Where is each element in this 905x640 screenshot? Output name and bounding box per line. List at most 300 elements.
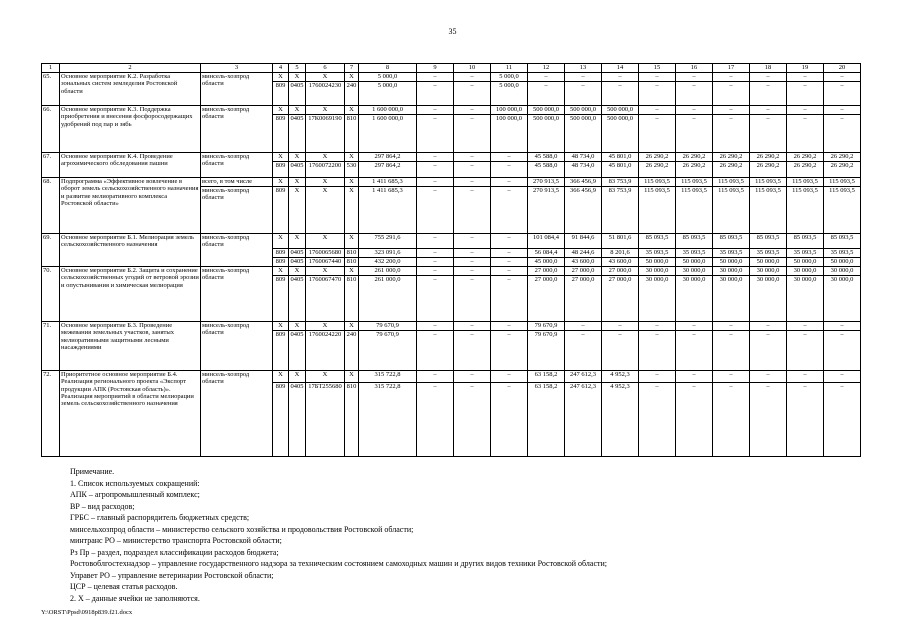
table-row (42, 153, 861, 162)
amount-cell: – (639, 106, 676, 115)
amount-cell: 43 600,0 (602, 258, 639, 267)
code-cell: 1760024230 (306, 82, 345, 106)
amount-cell: – (676, 383, 713, 457)
amount-cell: – (787, 115, 824, 153)
amount-cell: 115 093,5 (750, 187, 787, 234)
amount-cell: 85 093,5 (787, 234, 824, 249)
amount-cell: – (491, 331, 528, 371)
amount-cell: 48 734,0 (565, 162, 602, 178)
amount-cell: 85 093,5 (713, 234, 750, 249)
table-row (42, 234, 861, 249)
amount-cell: – (787, 82, 824, 106)
code-cell: 809 (273, 383, 289, 457)
amount-cell: 83 753,9 (602, 187, 639, 234)
amount-cell: 261 000,0 (359, 267, 417, 276)
amount-cell: 101 084,4 (528, 234, 565, 249)
amount-cell: – (602, 73, 639, 82)
amount-cell: – (454, 73, 491, 82)
code-cell: 809 (273, 187, 289, 234)
amount-cell: – (417, 331, 454, 371)
amount-cell: – (454, 106, 491, 115)
code-cell: 810 (345, 276, 359, 322)
code-cell: 809 (273, 162, 289, 178)
measure-name: Основное мероприятие К.4. Проведение агрохимического обследования пашни (60, 153, 201, 178)
code-cell: X (345, 153, 359, 162)
note-line: АПК – агропромышленный комплекс; (70, 490, 200, 500)
column-number: 7 (345, 64, 359, 73)
code-cell: X (345, 73, 359, 82)
measure-name: Основное мероприятие Б.3. Проведение межевания земельных участков, занятых мелиоративными защитными лесными насаждениями (60, 322, 201, 371)
amount-cell: 30 000,0 (787, 276, 824, 322)
amount-cell: – (454, 234, 491, 249)
amount-cell: 755 291,6 (359, 234, 417, 249)
amount-cell: – (417, 82, 454, 106)
code-cell: 0405 (289, 82, 306, 106)
measure-name: Подпрограмма «Эффективное вовлечение в оборот земель сельскохозяйственного назначения и развитие мелиоративного комплекса Ростовской области» (60, 178, 201, 234)
amount-cell: 100 000,0 (491, 106, 528, 115)
amount-cell: 30 000,0 (824, 276, 861, 322)
code-cell: 809 (273, 249, 289, 258)
amount-cell: – (417, 371, 454, 383)
code-cell: 0405 (289, 276, 306, 322)
measure-name: Основное мероприятие К.2. Разработка зональных систем земледелия Ростовской области (60, 73, 201, 106)
amount-cell: – (639, 322, 676, 331)
code-cell: X (345, 267, 359, 276)
responsible-executor: минсель-хозпрод области (201, 322, 273, 371)
column-number: 13 (565, 64, 602, 73)
amount-cell: – (454, 322, 491, 331)
code-cell: 809 (273, 82, 289, 106)
code-cell: 809 (273, 258, 289, 267)
amount-cell: – (417, 178, 454, 187)
amount-cell: – (787, 371, 824, 383)
code-cell: X (273, 178, 289, 187)
amount-cell: 79 670,9 (528, 331, 565, 371)
code-cell: X (345, 178, 359, 187)
code-cell: 17БТ255680 (306, 383, 345, 457)
code-cell: X (273, 106, 289, 115)
column-number: 8 (359, 64, 417, 73)
amount-cell: – (639, 82, 676, 106)
amount-cell: 115 093,5 (750, 178, 787, 187)
amount-cell: 26 290,2 (639, 153, 676, 162)
note-line: 1. Список используемых сокращений: (70, 478, 200, 488)
amount-cell: 51 801,6 (602, 234, 639, 249)
column-number: 3 (201, 64, 273, 73)
amount-cell: – (454, 162, 491, 178)
column-number: 15 (639, 64, 676, 73)
amount-cell: – (417, 322, 454, 331)
amount-cell: 100 000,0 (491, 115, 528, 153)
note-line: ВР – вид расходов; (70, 501, 135, 511)
amount-cell: 79 670,9 (528, 322, 565, 331)
code-cell: 1760072200 (306, 162, 345, 178)
amount-cell: – (787, 383, 824, 457)
code-cell: 240 (345, 82, 359, 106)
amount-cell: 270 913,5 (528, 187, 565, 234)
amount-cell: – (824, 322, 861, 331)
amount-cell: 4 952,3 (602, 371, 639, 383)
amount-cell: – (454, 82, 491, 106)
amount-cell: 85 093,5 (639, 234, 676, 249)
amount-cell: 26 290,2 (713, 153, 750, 162)
amount-cell: – (713, 322, 750, 331)
amount-cell: 35 093,5 (750, 249, 787, 258)
amount-cell: 27 000,0 (602, 276, 639, 322)
amount-cell: – (713, 383, 750, 457)
column-number: 18 (750, 64, 787, 73)
amount-cell: – (417, 162, 454, 178)
amount-cell: – (824, 371, 861, 383)
amount-cell: – (454, 383, 491, 457)
amount-cell: 35 093,5 (824, 249, 861, 258)
amount-cell: 115 093,5 (787, 187, 824, 234)
amount-cell: – (491, 322, 528, 331)
amount-cell: 35 093,5 (787, 249, 824, 258)
amount-cell: 50 000,0 (787, 258, 824, 267)
amount-cell: 500 000,0 (602, 106, 639, 115)
responsible-executor: минсель-хозпрод области (201, 234, 273, 267)
column-number: 1 (42, 64, 60, 73)
code-cell: 810 (345, 383, 359, 457)
responsible-executor: минсель-хозпрод области (201, 267, 273, 322)
measure-name: Основное мероприятие Б.2. Защита и сохранение сельскохозяйственных угодий от ветровой эрозии и опустынивания и химическая мелиорация (60, 267, 201, 322)
code-cell: X (289, 106, 306, 115)
amount-cell: 26 290,2 (639, 162, 676, 178)
code-cell: X (289, 73, 306, 82)
amount-cell: – (491, 383, 528, 457)
amount-cell: – (787, 322, 824, 331)
amount-cell: 30 000,0 (824, 267, 861, 276)
amount-cell: 45 588,0 (528, 162, 565, 178)
row-number: 70. (42, 267, 60, 322)
amount-cell: – (676, 106, 713, 115)
amount-cell: – (417, 115, 454, 153)
responsible-executor: всего, в том числе (201, 178, 273, 187)
amount-cell: – (417, 73, 454, 82)
amount-cell: 26 290,2 (787, 153, 824, 162)
amount-cell: – (417, 249, 454, 258)
amount-cell: – (454, 153, 491, 162)
amount-cell: 270 913,5 (528, 178, 565, 187)
amount-cell: – (787, 331, 824, 371)
code-cell: 0405 (289, 331, 306, 371)
code-cell: X (289, 153, 306, 162)
amount-cell: 30 000,0 (676, 267, 713, 276)
amount-cell: 115 093,5 (639, 178, 676, 187)
amount-cell: – (491, 249, 528, 258)
code-cell: X (345, 371, 359, 383)
amount-cell: – (454, 178, 491, 187)
amount-cell: – (750, 115, 787, 153)
note-line: минсельхозпрод области – министерство сельского хозяйства и продовольствия Ростовской области; (70, 524, 414, 534)
code-cell: X (306, 153, 345, 162)
amount-cell: – (750, 73, 787, 82)
code-cell: X (345, 322, 359, 331)
amount-cell: 85 093,5 (676, 234, 713, 249)
amount-cell: – (491, 153, 528, 162)
amount-cell: 45 801,0 (602, 153, 639, 162)
amount-cell: – (602, 331, 639, 371)
code-cell: X (289, 267, 306, 276)
row-number: 67. (42, 153, 60, 178)
code-cell: 0405 (289, 383, 306, 457)
column-number: 19 (787, 64, 824, 73)
amount-cell: – (750, 371, 787, 383)
table-row (42, 267, 861, 276)
code-cell: 810 (345, 115, 359, 153)
amount-cell: 500 000,0 (565, 115, 602, 153)
amount-cell: – (824, 383, 861, 457)
amount-cell: 26 290,2 (750, 162, 787, 178)
amount-cell: – (454, 267, 491, 276)
amount-cell: 79 670,9 (359, 322, 417, 331)
amount-cell: 30 000,0 (639, 267, 676, 276)
amount-cell: 30 000,0 (750, 267, 787, 276)
amount-cell: 115 093,5 (676, 187, 713, 234)
amount-cell: 30 000,0 (713, 267, 750, 276)
measure-name: Приоритетное основное мероприятие Б.4. Реализация регионального проекта «Экспорт продукции АПК (Ростовская область)». Реализация мероприятий в области мелиорации земель сельскохозяйственного назначения (60, 371, 201, 457)
amount-cell: 115 093,5 (787, 178, 824, 187)
amount-cell: 26 290,2 (824, 162, 861, 178)
amount-cell: 79 670,9 (359, 331, 417, 371)
note-line: ГРБС – главный распорядитель бюджетных средств; (70, 513, 250, 523)
row-number: 71. (42, 322, 60, 371)
note-line: 2. Х – данные ячейки не заполняются. (70, 594, 200, 604)
amount-cell: – (565, 82, 602, 106)
amount-cell: – (491, 267, 528, 276)
amount-cell: – (565, 331, 602, 371)
amount-cell: 45 801,0 (602, 162, 639, 178)
amount-cell: – (750, 82, 787, 106)
amount-cell: – (750, 322, 787, 331)
amount-cell: 30 000,0 (750, 276, 787, 322)
column-number: 2 (60, 64, 201, 73)
amount-cell: 115 093,5 (676, 178, 713, 187)
code-cell: 809 (273, 115, 289, 153)
responsible-executor: минсель-хозпрод области (201, 187, 273, 234)
column-number: 5 (289, 64, 306, 73)
code-cell: 1760024220 (306, 331, 345, 371)
table-header-row (42, 64, 861, 73)
amount-cell: – (454, 187, 491, 234)
notes-section (70, 466, 607, 605)
code-cell: X (273, 267, 289, 276)
amount-cell: – (787, 106, 824, 115)
column-number: 12 (528, 64, 565, 73)
amount-cell: 26 290,2 (750, 153, 787, 162)
code-cell: X (306, 267, 345, 276)
amount-cell: – (676, 322, 713, 331)
amount-cell: 26 290,2 (713, 162, 750, 178)
amount-cell: 45 588,0 (528, 153, 565, 162)
code-cell: X (345, 187, 359, 234)
code-cell: 240 (345, 331, 359, 371)
code-cell: X (306, 178, 345, 187)
amount-cell: – (676, 82, 713, 106)
code-cell: X (306, 234, 345, 249)
column-number: 20 (824, 64, 861, 73)
measure-name: Основное мероприятие Б.1. Мелиорация земель сельскохозяйственного назначения (60, 234, 201, 267)
file-path: Y:\ORST\Ppsd\0918p839.f21.docx (41, 609, 133, 616)
amount-cell: 297 864,2 (359, 153, 417, 162)
amount-cell: – (824, 106, 861, 115)
amount-cell: – (824, 331, 861, 371)
amount-cell: – (491, 162, 528, 178)
code-cell: 1760065680 (306, 249, 345, 258)
amount-cell: 50 000,0 (676, 258, 713, 267)
amount-cell: – (417, 267, 454, 276)
amount-cell: – (750, 106, 787, 115)
amount-cell: 26 290,2 (824, 153, 861, 162)
amount-cell: – (454, 276, 491, 322)
table-row (42, 371, 861, 383)
column-number: 4 (273, 64, 289, 73)
code-cell: X (289, 371, 306, 383)
row-number: 72. (42, 371, 60, 457)
amount-cell: 50 000,0 (713, 258, 750, 267)
amount-cell: 30 000,0 (787, 267, 824, 276)
amount-cell: 500 000,0 (528, 106, 565, 115)
amount-cell: – (417, 153, 454, 162)
amount-cell: – (676, 331, 713, 371)
amount-cell: – (491, 178, 528, 187)
amount-cell: 63 158,2 (528, 383, 565, 457)
code-cell: 0405 (289, 162, 306, 178)
code-cell: X (273, 371, 289, 383)
amount-cell: 83 753,9 (602, 178, 639, 187)
amount-cell: – (417, 383, 454, 457)
amount-cell: 500 000,0 (565, 106, 602, 115)
amount-cell: – (454, 371, 491, 383)
code-cell: 0405 (289, 115, 306, 153)
column-number: 14 (602, 64, 639, 73)
code-cell: X (273, 234, 289, 249)
column-number: 11 (491, 64, 528, 73)
row-number: 69. (42, 234, 60, 267)
amount-cell: – (454, 115, 491, 153)
amount-cell: 85 093,5 (750, 234, 787, 249)
amount-cell: – (750, 383, 787, 457)
amount-cell: 1 600 000,0 (359, 115, 417, 153)
amount-cell: – (639, 383, 676, 457)
amount-cell: 27 000,0 (602, 267, 639, 276)
code-cell: X (289, 322, 306, 331)
amount-cell: 30 000,0 (639, 276, 676, 322)
table-row (42, 178, 861, 187)
note-line: Рз Пр – раздел, подраздел классификации расходов бюджета; (70, 547, 279, 557)
amount-cell: 27 000,0 (565, 276, 602, 322)
amount-cell: 56 084,4 (528, 249, 565, 258)
amount-cell: – (676, 73, 713, 82)
row-number: 68. (42, 178, 60, 234)
amount-cell: 8 201,6 (602, 249, 639, 258)
amount-cell: 247 612,3 (565, 383, 602, 457)
amount-cell: – (713, 331, 750, 371)
amount-cell: – (824, 115, 861, 153)
code-cell: 810 (345, 249, 359, 258)
amount-cell: – (491, 234, 528, 249)
row-number: 66. (42, 106, 60, 153)
note-line: ЦСР – целевая статья расходов. (70, 582, 178, 592)
responsible-executor: минсель-хозпрод области (201, 106, 273, 153)
amount-cell: 500 000,0 (528, 115, 565, 153)
code-cell: X (289, 187, 306, 234)
amount-cell: – (639, 73, 676, 82)
amount-cell: – (787, 73, 824, 82)
table-row (42, 106, 861, 115)
amount-cell: 297 864,2 (359, 162, 417, 178)
code-cell: 0405 (290, 258, 304, 265)
amount-cell: 115 093,5 (824, 187, 861, 234)
amount-cell: 35 093,5 (639, 249, 676, 258)
column-number: 17 (713, 64, 750, 73)
amount-cell: – (565, 73, 602, 82)
amount-cell: – (676, 371, 713, 383)
amount-cell: 366 456,9 (565, 187, 602, 234)
code-cell: X (345, 106, 359, 115)
code-cell: X (273, 153, 289, 162)
code-cell: 0405 (290, 249, 304, 256)
code-cell: 17К0069190 (306, 115, 345, 153)
amount-cell: – (417, 234, 454, 249)
amount-cell: – (713, 82, 750, 106)
amount-cell: – (713, 371, 750, 383)
code-cell: X (306, 106, 345, 115)
amount-cell: – (602, 322, 639, 331)
amount-cell: 315 722,8 (359, 383, 417, 457)
code-cell: X (273, 73, 289, 82)
amount-cell: 115 093,5 (824, 178, 861, 187)
amount-cell: – (676, 115, 713, 153)
page-number: 35 (448, 27, 457, 36)
notes-title: Примечание. (70, 467, 115, 476)
code-cell: X (289, 234, 306, 249)
amount-cell: – (491, 371, 528, 383)
amount-cell: 26 290,2 (787, 162, 824, 178)
amount-cell: – (417, 258, 454, 267)
amount-cell: 48 734,0 (565, 153, 602, 162)
amount-cell: 26 290,2 (676, 153, 713, 162)
amount-cell: – (639, 331, 676, 371)
amount-cell: 115 093,5 (713, 178, 750, 187)
amount-cell: 43 600,0 (565, 258, 602, 267)
amount-cell: 1 411 685,3 (359, 187, 417, 234)
code-cell: X (345, 234, 359, 249)
amount-cell: – (417, 187, 454, 234)
amount-cell: 5 000,0 (491, 82, 528, 106)
amount-cell: 432 200,0 (359, 258, 417, 267)
amount-cell: – (824, 82, 861, 106)
amount-cell: 50 000,0 (824, 258, 861, 267)
amount-cell: – (565, 322, 602, 331)
code-cell: X (306, 73, 345, 82)
amount-cell: 50 000,0 (639, 258, 676, 267)
amount-cell: – (491, 258, 528, 267)
amount-cell: 261 000,0 (359, 276, 417, 322)
table-row (42, 73, 861, 82)
responsible-executor: минсель-хозпрод области (201, 153, 273, 178)
amount-cell: 366 456,9 (565, 178, 602, 187)
amount-cell: 1 600 000,0 (359, 106, 417, 115)
note-line: Ростовоблгостехнадзор – управление государственного надзора за техническим состоянием самоходных машин и других видов техники Ростовской области; (70, 559, 607, 569)
code-cell: X (306, 322, 345, 331)
column-number: 6 (306, 64, 345, 73)
table-row (42, 322, 861, 331)
code-cell: X (273, 322, 289, 331)
amount-cell: – (491, 276, 528, 322)
code-cell: 809 (273, 331, 289, 371)
